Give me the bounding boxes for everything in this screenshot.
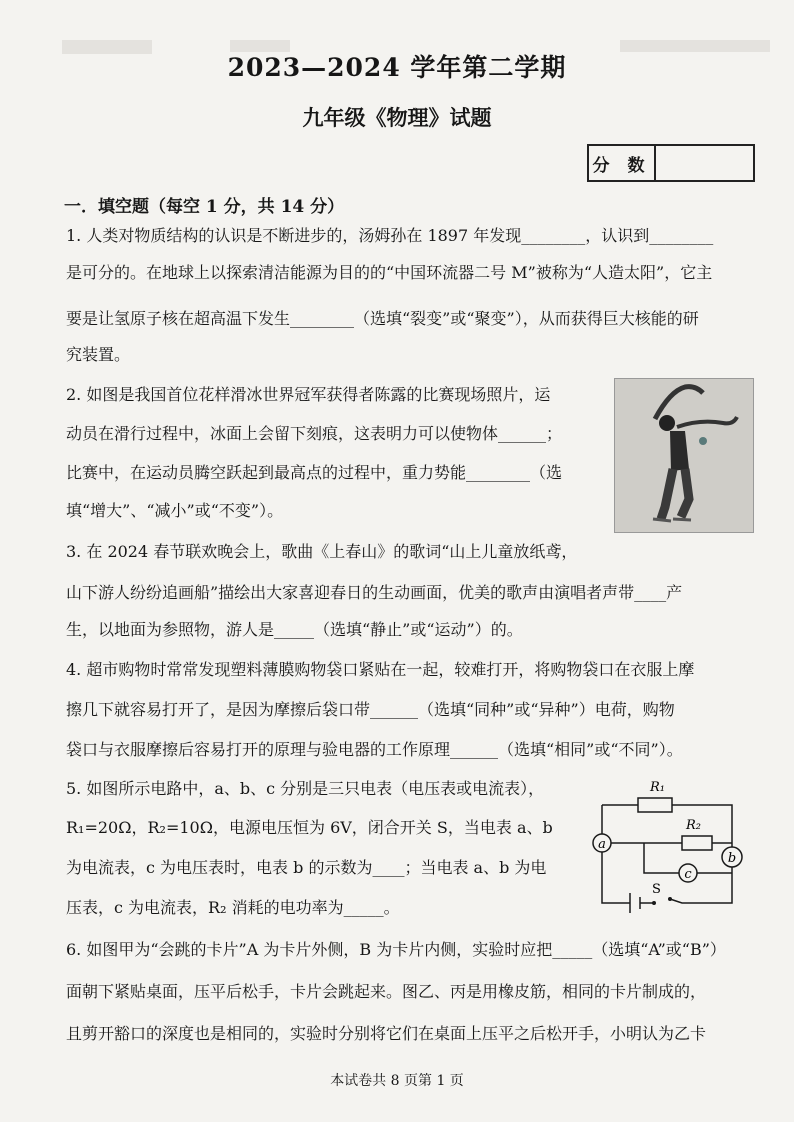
r2-label: R₂ [686, 818, 701, 833]
question-line: 3. 在 2024 春节联欢晚会上，歌曲《上春山》的歌词“山上儿童放纸鸢， [66, 542, 578, 561]
skater-photo [614, 378, 754, 533]
question-line: 填“增大”、“减小”或“不变”）。 [66, 501, 284, 520]
question-line: 5. 如图所示电路中，a、b、c 分别是三只电表（电压表或电流表）， [66, 779, 545, 798]
exam-subtitle: 九年级《物理》试题 [302, 105, 492, 130]
circuit-diagram [582, 775, 744, 915]
switch-label: S [652, 882, 661, 897]
question-line: 为电流表，c 为电压表时，电表 b 的示数为____；当电表 a、b 为电 [66, 858, 547, 877]
question-line: 袋口与衣服摩擦后容易打开的原理与验电器的工作原理______（选填“相同”或“不同”）。 [66, 740, 683, 759]
question-line: 山下游人纷纷追画船”描绘出大家喜迎春日的生动画面，优美的歌声由演唱者声带____产 [66, 583, 683, 602]
question-line: 究装置。 [66, 345, 131, 364]
meter-a-label: a [598, 837, 606, 852]
question-line: R₁=20Ω，R₂=10Ω，电源电压恒为 6V，闭合开关 S，当电表 a、b [66, 818, 553, 837]
score-value-cell[interactable] [656, 146, 753, 180]
exam-title: 2023—2024 学年第二学期 [227, 53, 567, 82]
r1-label: R₁ [650, 780, 665, 795]
question-line: 要是让氢原子核在超高温下发生________（选填“裂变”或“聚变”），从而获得巨大核能的研 [66, 309, 699, 328]
question-line: 是可分的。在地球上以探索清洁能源为目的的“中国环流器二号 M”被称为“人造太阳”，它主 [66, 263, 713, 282]
question-line: 6. 如图甲为“会跳的卡片”A 为卡片外侧，B 为卡片内侧，实验时应把_____（选填“A”或“B”） [66, 940, 726, 959]
question-line: 生，以地面为参照物，游人是_____（选填“静止”或“运动”）的。 [66, 620, 523, 639]
section-heading: 一．填空题（每空 1 分，共 14 分） [64, 197, 345, 217]
question-line: 4. 超市购物时常常发现塑料薄膜购物袋口紧贴在一起，较难打开，将购物袋口在衣服上摩 [66, 660, 695, 679]
meter-b-label: b [727, 851, 737, 866]
question-line: 2. 如图是我国首位花样滑冰世界冠军获得者陈露的比赛现场照片，运 [66, 385, 551, 404]
score-label: 分 数 [589, 146, 656, 180]
page-footer: 本试卷共 8 页第 1 页 [330, 1073, 464, 1089]
score-box [587, 144, 755, 182]
skater-silhouette [615, 379, 753, 532]
question-line: 1. 人类对物质结构的认识是不断进步的，汤姆孙在 1897 年发现________，认识到________ [66, 226, 714, 245]
meter-c-label: c [684, 867, 692, 882]
question-line: 擦几下就容易打开了，是因为摩擦后袋口带______（选填“同种”或“异种”）电荷，购物 [66, 700, 675, 719]
question-line: 压表，c 为电流表，R₂ 消耗的电功率为_____。 [66, 898, 400, 917]
question-line: 动员在滑行过程中，冰面上会留下刻痕，这表明力可以使物体______； [66, 424, 563, 443]
question-line: 比赛中，在运动员腾空跃起到最高点的过程中，重力势能________（选 [66, 463, 563, 482]
question-line: 面朝下紧贴桌面，压平后松手，卡片会跳起来。图乙、丙是用橡皮筋，相同的卡片制成的， [66, 982, 707, 1001]
question-line: 且剪开豁口的深度也是相同的，实验时分别将它们在桌面上压平之后松开手，小明认为乙卡 [66, 1024, 707, 1043]
